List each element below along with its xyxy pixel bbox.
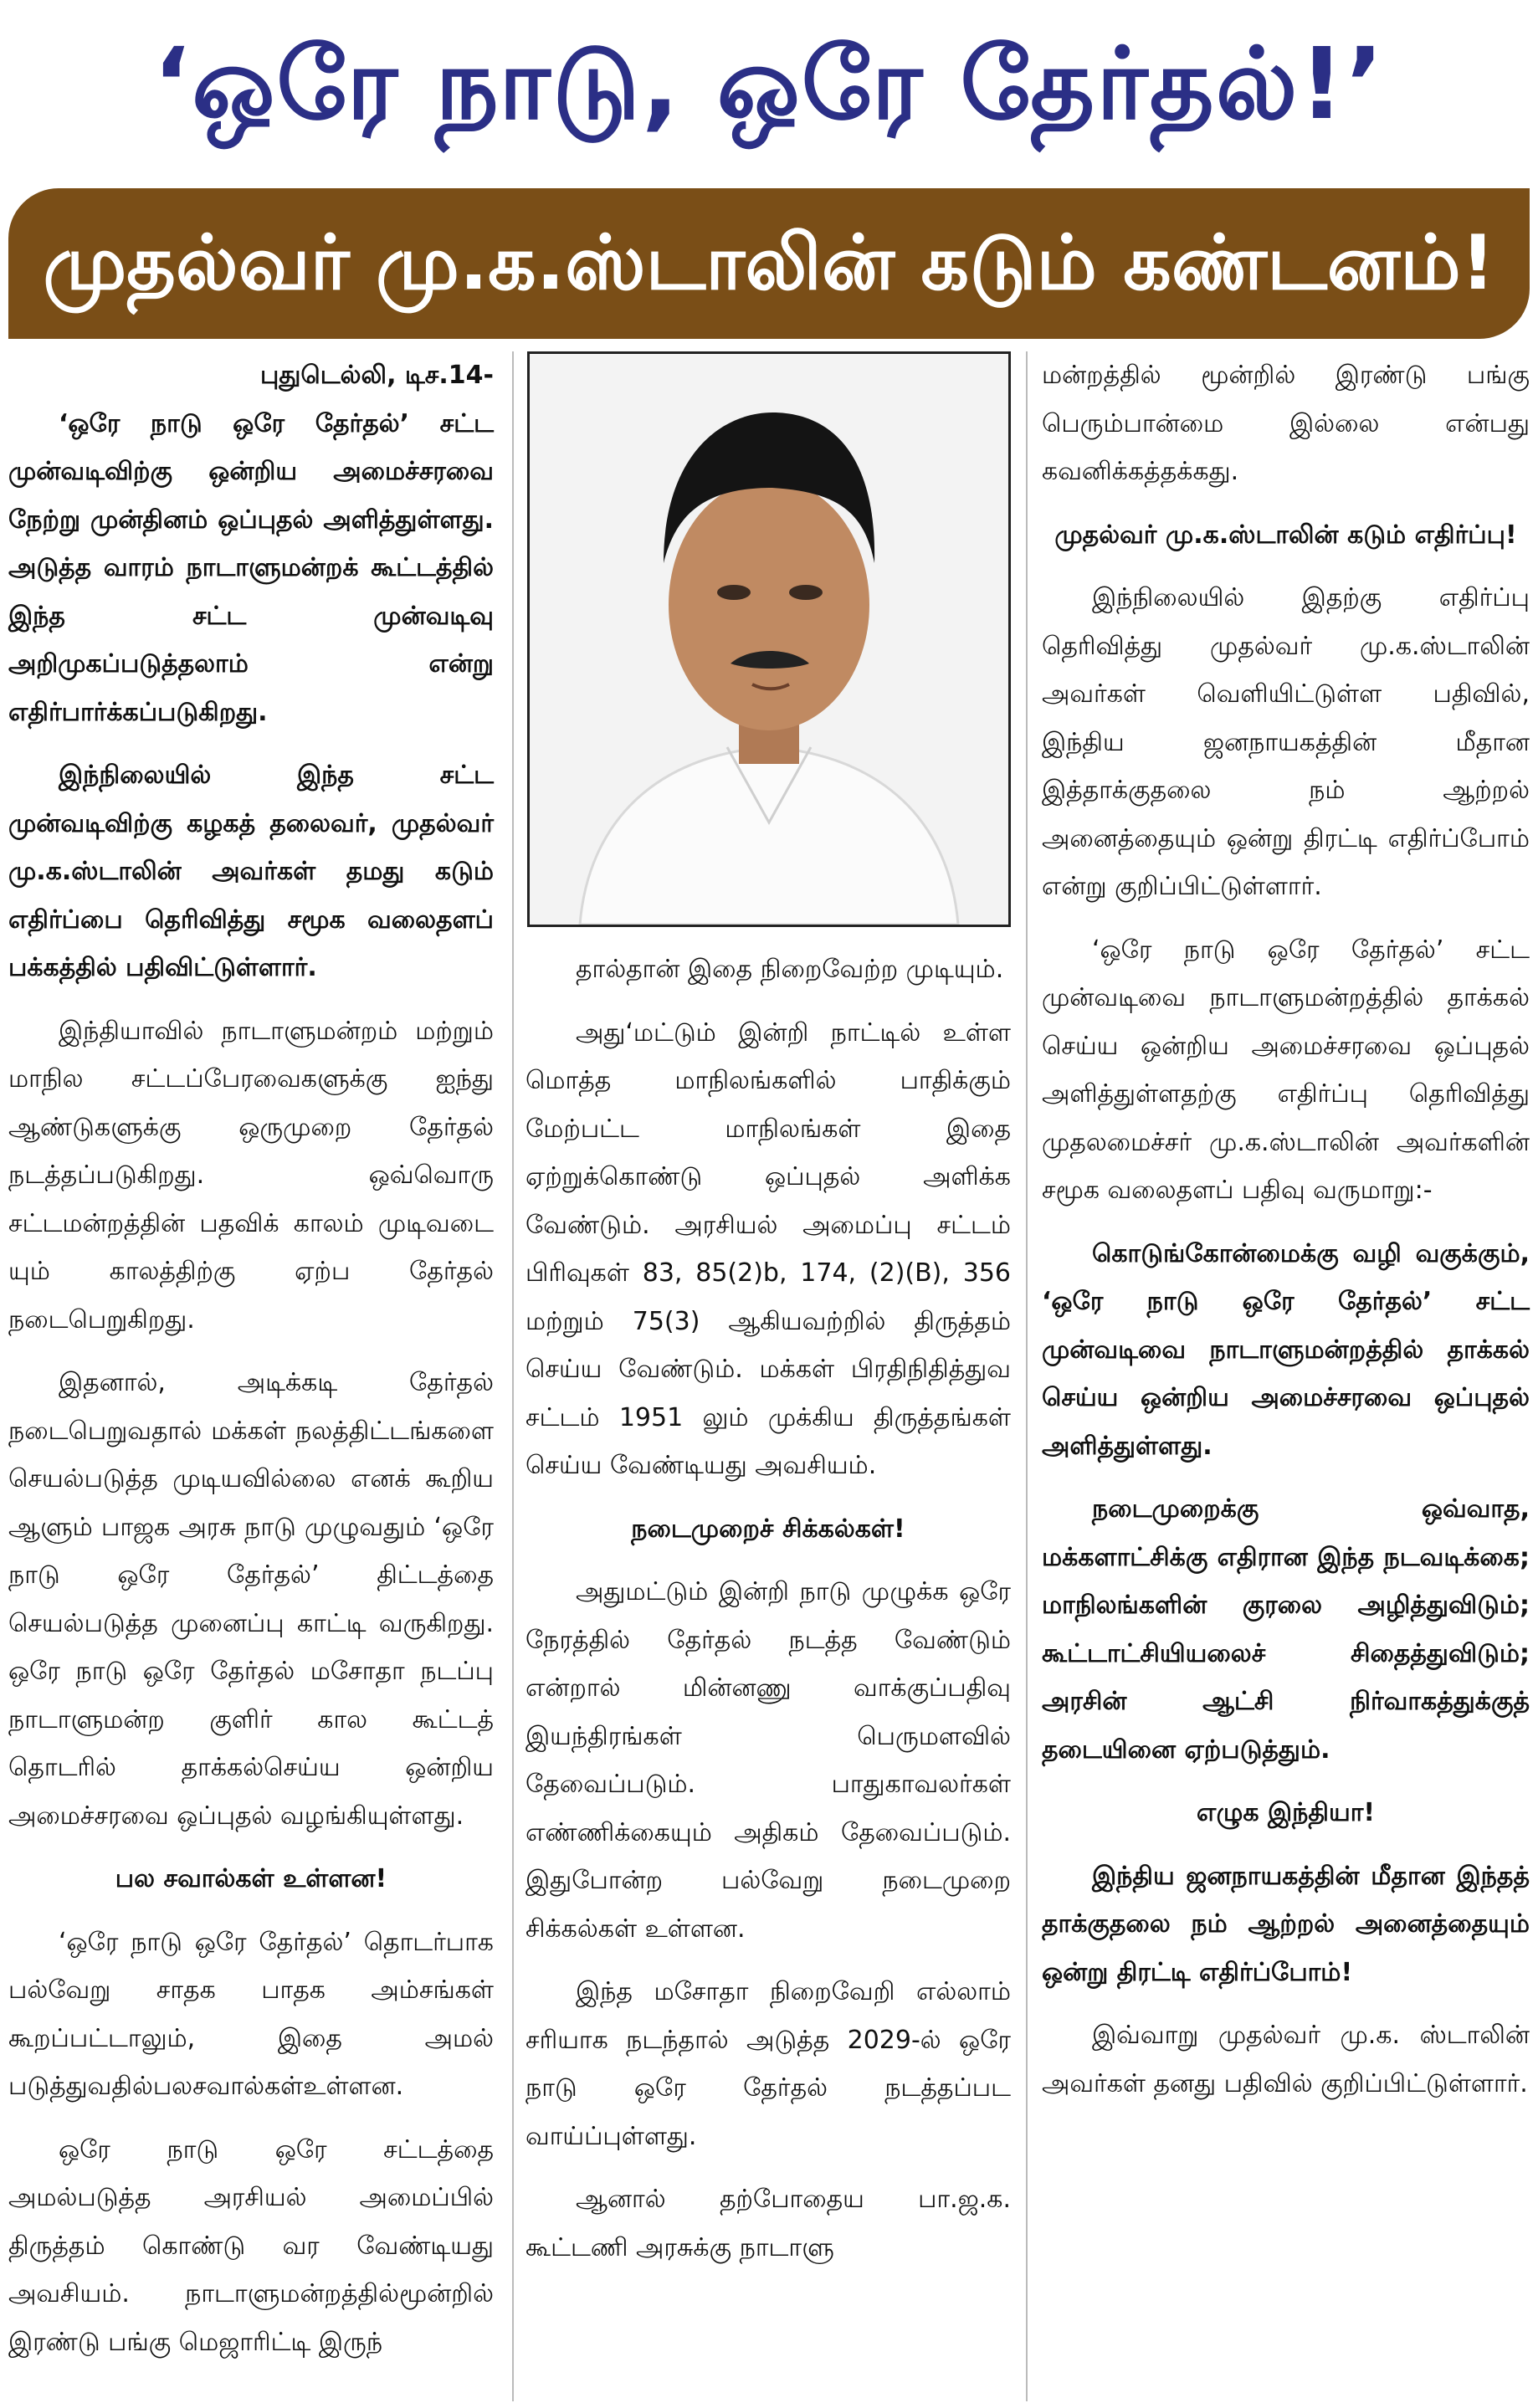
paragraph: ‘ஒரே நாடு ஒரே தேர்தல்’ தொடர்பாக பல்வேறு சாதக பாதக அம்சங்கள் கூறப்பட்டாலும், இதை அமல் படுத்துவதில்பலசவால்கள்உள்ளன. [8, 1927, 494, 2101]
article-column-2 [525, 945, 1011, 2287]
portrait-illustration [530, 354, 1008, 925]
paragraph: அதுமட்டும் இன்றி நாடு முழுக்க ஒரே நேரத்தில் தேர்தல் நடத்த வேண்டும் என்றால் மின்னணு வாக்குப்பதிவு இயந்திரங்கள் பெருமளவில் தேவைப்படும். பாதுகாவலர்கள் எண்ணிக்கையும் அதிகம் தேவைப்படும். இதுபோன்ற பல்வேறு நடைமுறை சிக்கல்கள் உள்ளன. [525, 1577, 1011, 1944]
paragraph: ஆனால் தற்போதைய பா.ஜ.க. கூட்டணி அரசுக்கு நாடாளு [525, 2185, 1011, 2262]
dateline: புதுடெல்லி, டிச.14- [260, 361, 494, 390]
paragraph: இந்நிலையில் இந்த சட்ட முன்வடிவிற்கு கழகத் தலைவர், முதல்வர் மு.க.ஸ்டாலின் அவர்கள் தமது கடும் எதிர்ப்பை தெரிவித்து சமூக வலைதளப் பக்கத்தில் பதிவிட்டுள்ளார். [8, 761, 494, 982]
paragraph: இந்நிலையில் இதற்கு எதிர்ப்பு தெரிவித்து முதல்வர் மு.க.ஸ்டாலின் அவர்கள் வெளியிட்டுள்ள பதிவில், இந்திய ஜனநாயகத்தின் மீதான இத்தாக்குதலை நம் ஆற்றல் அனைத்தையும் ஒன்று திரட்டி எதிர்ப்போம் என்று குறிப்பிட்டுள்ளார். [1042, 583, 1530, 901]
paragraph: இவ்வாறு முதல்வர் மு.க. ஸ்டாலின் அவர்கள் தனது பதிவில் குறிப்பிட்டுள்ளார். [1042, 2021, 1530, 2098]
quote-paragraph: கொடுங்கோன்மைக்கு வழி வகுக்கும், ‘ஒரே நாடு ஒரே தேர்தல்’ சட்ட முன்வடிவை நாடாளுமன்றத்தில் தாக்கல் செய்ய ஒன்றிய அமைச்சரவை ஒப்புதல் அளித்துள்ளது. [1042, 1238, 1530, 1461]
lead-paragraph: ‘ஒரே நாடு ஒரே தேர்தல்’ சட்ட முன்வடிவிற்கு ஒன்றிய அமைச்சரவை நேற்று முன்தினம் ஒப்புதல் அளித்துள்ளது. அடுத்த வாரம் நாடாளுமன்றக் கூட்டத்தில் இந்த சட்ட முன்வடிவு அறிமுகப்படுத்தலாம் என்று எதிர்பார்க்கப்படுகிறது. [8, 408, 494, 727]
paragraph: ஒரே நாடு ஒரே சட்டத்தை அமல்படுத்த அரசியல் அமைப்பில் திருத்தம் கொண்டு வர வேண்டியது அவசியம். நாடாளுமன்றத்தில்மூன்றில் இரண்டு பங்கு மெஜாரிட்டி இருந் [8, 2134, 494, 2357]
quote-paragraph: இந்திய ஜனநாயகத்தின் மீதான இந்தத் தாக்குதலை நம் ஆற்றல் அனைத்தையும் ஒன்று திரட்டி எதிர்ப்போம்! [1042, 1861, 1530, 1987]
subheading: முதல்வர் மு.க.ஸ்டாலின் கடும் எதிர்ப்பு! [1054, 520, 1517, 550]
subheadline: முதல்வர் மு.க.ஸ்டாலின் கடும் கண்டனம்! [43, 219, 1495, 307]
subheading: நடைமுறைச் சிக்கல்கள்! [631, 1514, 905, 1544]
paragraph: இதனால், அடிக்கடி தேர்தல் நடைபெறுவதால் மக்கள் நலத்திட்டங்களை செயல்படுத்த முடியவில்லை எனக் கூறிய ஆளும் பாஜக அரசு நாடு முழுவதும் ‘ஒரே நாடு ஒரே தேர்தல்’ திட்டத்தை செயல்படுத்த முனைப்பு காட்டி வருகிறது. ஒரே நாடு ஒரே தேர்தல் மசோதா நடப்பு நாடாளுமன்ற குளிர் கால கூட்டத் தொடரில் தாக்கல்செய்ய ஒன்றிய அமைச்சரவை ஒப்புதல் வழங்கியுள்ளது. [8, 1368, 494, 1831]
article-column-3 [1042, 351, 1530, 2123]
paragraph: மன்றத்தில் மூன்றில் இரண்டு பங்கு பெரும்பான்மை இல்லை என்பது கவனிக்கத்தக்கது. [1042, 361, 1530, 486]
article-column-1 [8, 351, 494, 2381]
paragraph: ‘ஒரே நாடு ஒரே தேர்தல்’ சட்ட முன்வடிவை நாடாளுமன்றத்தில் தாக்கல் செய்ய ஒன்றிய அமைச்சரவை ஒப்புதல் அளித்துள்ளதற்கு எதிர்ப்பு தெரிவித்து முதலமைச்சர் மு.க.ஸ்டாலின் அவர்களின் சமூக வலைதளப் பதிவு வருமாறு:- [1042, 935, 1530, 1205]
column-divider [512, 351, 514, 2401]
headline: ‘ஒரே நாடு, ஒரே தேர்தல்!’ [152, 26, 1386, 141]
portrait-photo [527, 351, 1011, 927]
subheading: எழுக இந்தியா! [1196, 1798, 1376, 1827]
paragraph: இந்த மசோதா நிறைவேறி எல்லாம் சரியாக நடந்தால் அடுத்த 2029-ல் ஒரே நாடு ஒரே தேர்தல் நடத்தப்பட வாய்ப்புள்ளது. [525, 1977, 1011, 2151]
paragraph: தால்தான் இதை நிறைவேற்ற முடியும். [576, 955, 1004, 984]
subheadline-banner [8, 188, 1530, 339]
paragraph: இந்தியாவில் நாடாளுமன்றம் மற்றும் மாநில சட்டப்பேரவைகளுக்கு ஐந்து ஆண்டுகளுக்கு ஒருமுறை தேர்தல் நடத்தப்படுகிறது. ஒவ்வொரு சட்டமன்றத்தின் பதவிக் காலம் முடிவடை யும் காலத்திற்கு ஏற்ப தேர்தல் நடைபெறுகிறது. [8, 1016, 494, 1335]
paragraph: அது‘மட்டும் இன்றி நாட்டில் உள்ள மொத்த மாநிலங்களில் பாதிக்கும் மேற்பட்ட மாநிலங்கள் இதை ஏற்றுக்கொண்டு ஒப்புதல் அளிக்க வேண்டும். அரசியல் அமைப்பு சட்டம் பிரிவுகள் 83, 85(2)b, 174, (2)(B), 356 மற்றும் 75(3) ஆகியவற்றில் திருத்தம் செய்ய வேண்டும். மக்கள் பிரதிநிதித்துவ சட்டம் 1951 லும் முக்கிய திருத்தங்கள் செய்ய வேண்டியது அவசியம். [525, 1017, 1011, 1480]
column-divider [1026, 351, 1028, 2401]
quote-paragraph: நடைமுறைக்கு ஒவ்வாத, மக்களாட்சிக்கு எதிரான இந்த நடவடிக்கை; மாநிலங்களின் குரலை அழித்துவிடும்; கூட்டாட்சியியலைச் சிதைத்துவிடும்; அரசின் ஆட்சி நிர்வாகத்துக்குத் தடையினை ஏற்படுத்தும். [1042, 1494, 1530, 1765]
subheading: பல சவால்கள் உள்ளன! [115, 1864, 387, 1893]
